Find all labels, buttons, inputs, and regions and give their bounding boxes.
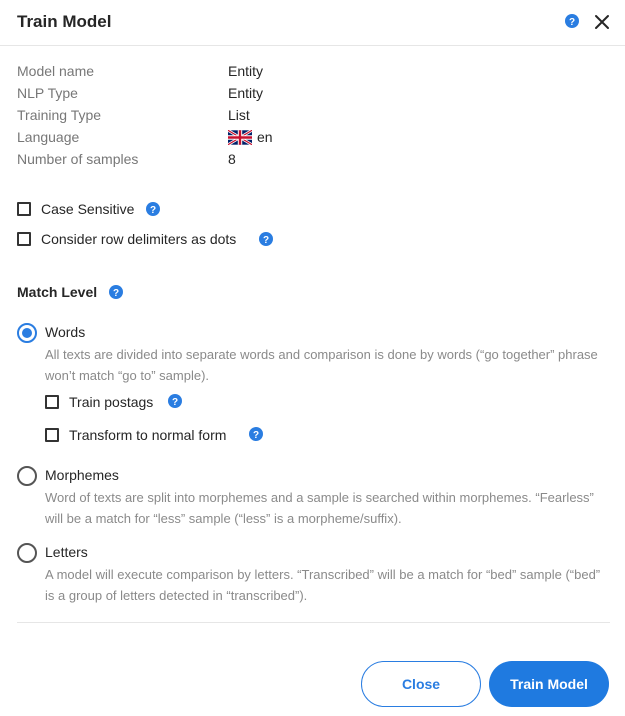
info-label: NLP Type: [17, 85, 78, 101]
info-value: 8: [228, 151, 236, 167]
match-level-title: [17, 284, 123, 300]
help-icon[interactable]: [146, 202, 160, 216]
info-row-samples: [17, 151, 607, 173]
row-delimiters-label: Consider row delimiters as dots: [41, 231, 237, 247]
morphemes-radio[interactable]: [17, 466, 37, 486]
footer-divider: [17, 622, 610, 623]
help-icon[interactable]: [249, 427, 263, 441]
normal-form-label: Transform to normal form: [69, 427, 227, 443]
words-label: Words: [45, 324, 86, 340]
info-row-nlp-type: [17, 85, 607, 107]
train-postags-label: Train postags: [69, 394, 154, 410]
svg-text:?: ?: [112, 288, 120, 299]
info-row-model-name: [17, 63, 607, 85]
train-model-button[interactable]: Train Model: [489, 661, 609, 707]
case-sensitive-label: Case Sensitive: [41, 201, 135, 217]
case-sensitive-checkbox[interactable]: [17, 202, 31, 216]
help-icon[interactable]: [259, 232, 273, 246]
close-icon[interactable]: [593, 13, 611, 31]
info-value-language: [228, 129, 273, 148]
svg-text:?: ?: [149, 205, 157, 216]
help-icon[interactable]: [168, 394, 182, 408]
match-level-label: Match Level: [17, 284, 98, 300]
words-radio[interactable]: [17, 323, 37, 343]
morphemes-label: Morphemes: [45, 467, 119, 483]
letters-label: Letters: [45, 544, 88, 560]
info-label: Training Type: [17, 107, 102, 123]
morphemes-description: Word of texts are split into morphemes and a sample is searched within morphemes. “Fearless” will be a match for “less” sample (“less” is a morpheme/suffix).: [45, 490, 594, 526]
language-code: en: [257, 129, 273, 145]
info-value: List: [228, 107, 250, 123]
info-row-training-type: [17, 107, 607, 129]
info-label: Number of samples: [17, 151, 139, 167]
dialog-header: [0, 0, 625, 46]
train-postags-checkbox[interactable]: [45, 395, 59, 409]
help-icon[interactable]: [109, 285, 123, 299]
svg-text:?: ?: [262, 235, 270, 246]
svg-text:?: ?: [252, 430, 260, 441]
info-label: Language: [17, 129, 80, 145]
letters-description: A model will execute comparison by letters. “Transcribed” will be a match for “bed” sample (“bed” is a group of letters detected in “transcribed”).: [45, 567, 601, 603]
uk-flag-icon: [228, 130, 252, 148]
help-icon[interactable]: [565, 14, 579, 33]
close-button[interactable]: Close: [361, 661, 481, 707]
row-delimiters-checkbox[interactable]: [17, 232, 31, 246]
svg-text:?: ?: [568, 17, 576, 28]
info-label: Model name: [17, 63, 95, 79]
dialog-title: Train Model: [17, 12, 112, 31]
svg-text:?: ?: [171, 397, 179, 408]
normal-form-checkbox[interactable]: [45, 428, 59, 442]
info-row-language: [17, 129, 607, 151]
letters-radio[interactable]: [17, 543, 37, 563]
info-value: Entity: [228, 85, 264, 101]
model-info: [17, 63, 607, 173]
info-value: Entity: [228, 63, 264, 79]
words-description: All texts are divided into separate words and comparison is done by words (“go together” phrase won’t match “go to” sample).: [45, 347, 598, 383]
